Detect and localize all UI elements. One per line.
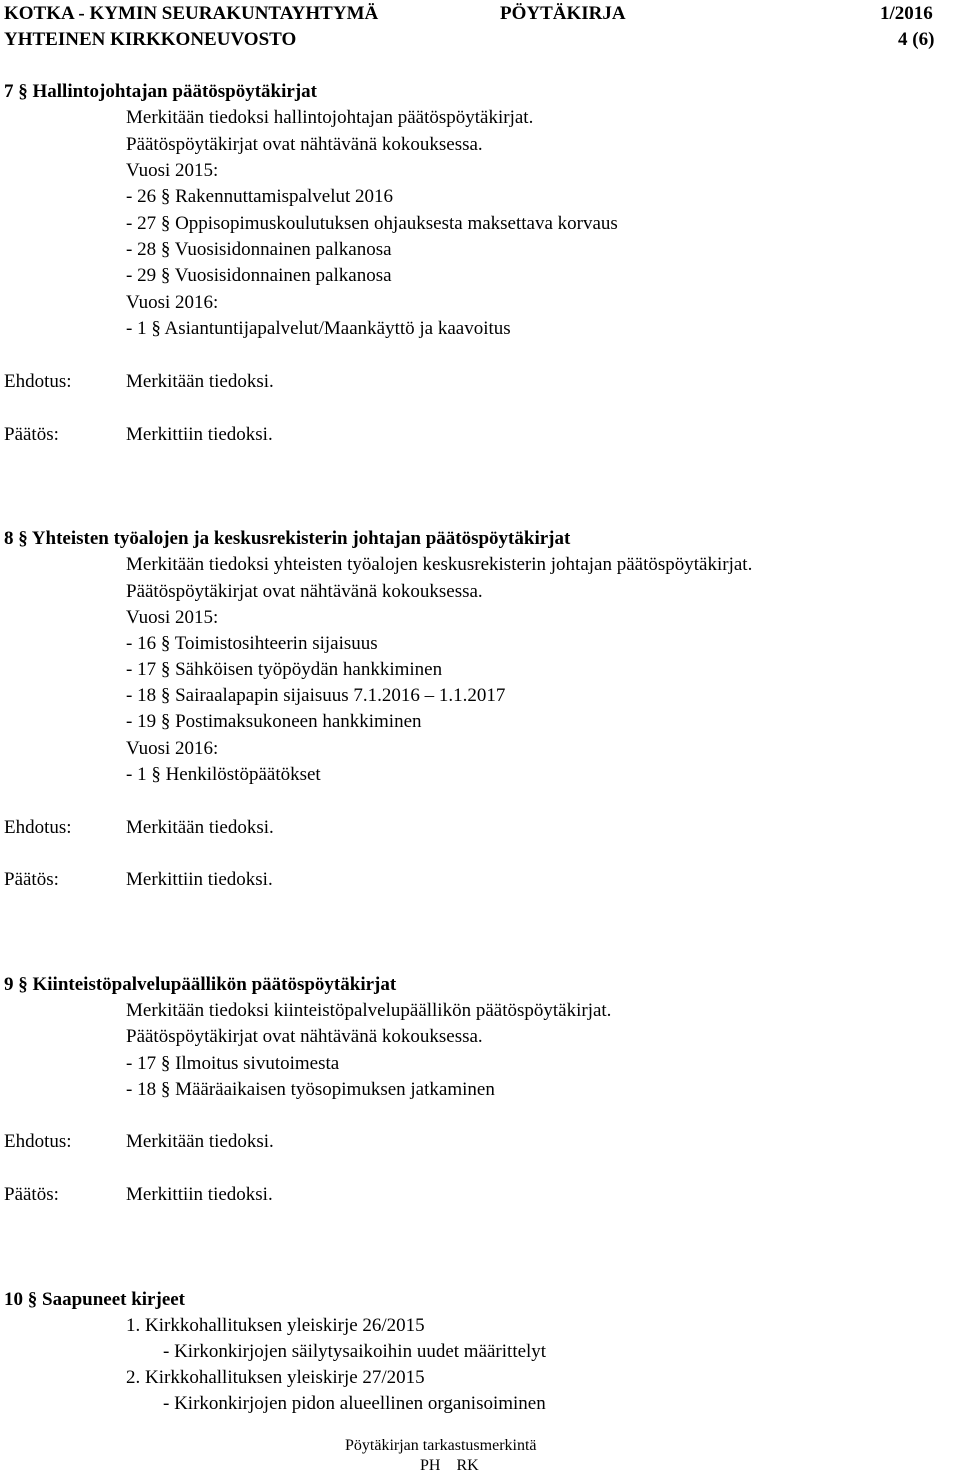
- list-item: - 26 § Rakennuttamispalvelut 2016: [126, 186, 394, 207]
- section-text: Päätöspöytäkirjat ovat nähtävänä kokouksessa.: [126, 134, 483, 155]
- proposal-label: Ehdotus:: [4, 371, 72, 392]
- list-item: - 1 § Henkilöstöpäätökset: [126, 764, 321, 785]
- year-label: Vuosi 2015:: [126, 160, 219, 181]
- decision-text: Merkittiin tiedoksi.: [126, 1184, 273, 1205]
- proposal-text: Merkitään tiedoksi.: [126, 817, 274, 838]
- list-item: - Kirkonkirjojen pidon alueellinen organisoiminen: [163, 1393, 546, 1414]
- section-title: 8 § Yhteisten työalojen ja keskusrekisterin johtajan päätöspöytäkirjat: [4, 528, 571, 549]
- list-item: - 1 § Asiantuntijapalvelut/Maankäyttö ja kaavoitus: [126, 318, 511, 339]
- list-item: - 16 § Toimistosihteerin sijaisuus: [126, 633, 378, 654]
- section-text: Merkitään tiedoksi hallintojohtajan päätöspöytäkirjat.: [126, 107, 534, 128]
- list-item: - 17 § Sähköisen työpöydän hankkiminen: [126, 659, 443, 680]
- governing-body: YHTEINEN KIRKKONEUVOSTO: [4, 29, 297, 50]
- list-item: 2. Kirkkohallituksen yleiskirje 27/2015: [126, 1367, 425, 1388]
- list-item: - 18 § Sairaalapapin sijaisuus 7.1.2016 – 1.1.2017: [126, 685, 506, 706]
- section-text: Päätöspöytäkirjat ovat nähtävänä kokouksessa.: [126, 581, 483, 602]
- proposal-label: Ehdotus:: [4, 817, 72, 838]
- footer-initials: PH RK: [420, 1457, 479, 1474]
- list-item: - 29 § Vuosisidonnainen palkanosa: [126, 265, 392, 286]
- list-item: - Kirkonkirjojen säilytysaikoihin uudet määrittelyt: [163, 1341, 547, 1362]
- section-title: 9 § Kiinteistöpalvelupäällikön päätöspöytäkirjat: [4, 974, 397, 995]
- section-text: Päätöspöytäkirjat ovat nähtävänä kokouksessa.: [126, 1026, 483, 1047]
- footer-label: Pöytäkirjan tarkastusmerkintä: [345, 1437, 537, 1454]
- proposal-text: Merkitään tiedoksi.: [126, 1131, 274, 1152]
- proposal-label: Ehdotus:: [4, 1131, 72, 1152]
- list-item: - 18 § Määräaikaisen työsopimuksen jatkaminen: [126, 1079, 495, 1100]
- proposal-text: Merkitään tiedoksi.: [126, 371, 274, 392]
- page-number: 4 (6): [898, 29, 935, 50]
- decision-text: Merkittiin tiedoksi.: [126, 869, 273, 890]
- section-title: 7 § Hallintojohtajan päätöspöytäkirjat: [4, 81, 317, 102]
- list-item: - 17 § Ilmoitus sivutoimesta: [126, 1053, 340, 1074]
- document-type: PÖYTÄKIRJA: [500, 3, 626, 24]
- list-item: - 28 § Vuosisidonnainen palkanosa: [126, 239, 392, 260]
- list-item: 1. Kirkkohallituksen yleiskirje 26/2015: [126, 1315, 425, 1336]
- organization-name: KOTKA - KYMIN SEURAKUNTAYHTYMÄ: [4, 3, 379, 24]
- year-label: Vuosi 2015:: [126, 607, 219, 628]
- decision-label: Päätös:: [4, 1184, 59, 1205]
- decision-label: Päätös:: [4, 424, 59, 445]
- document-number: 1/2016: [880, 3, 933, 24]
- section-text: Merkitään tiedoksi yhteisten työalojen keskusrekisterin johtajan päätöspöytäkirjat.: [126, 554, 753, 575]
- list-item: - 27 § Oppisopimuskoulutuksen ohjauksesta maksettava korvaus: [126, 213, 618, 234]
- section-text: Merkitään tiedoksi kiinteistöpalvelupäällikön päätöspöytäkirjat.: [126, 1000, 612, 1021]
- decision-text: Merkittiin tiedoksi.: [126, 424, 273, 445]
- decision-label: Päätös:: [4, 869, 59, 890]
- list-item: - 19 § Postimaksukoneen hankkiminen: [126, 711, 422, 732]
- year-label: Vuosi 2016:: [126, 738, 219, 759]
- section-title: 10 § Saapuneet kirjeet: [4, 1289, 186, 1310]
- year-label: Vuosi 2016:: [126, 292, 219, 313]
